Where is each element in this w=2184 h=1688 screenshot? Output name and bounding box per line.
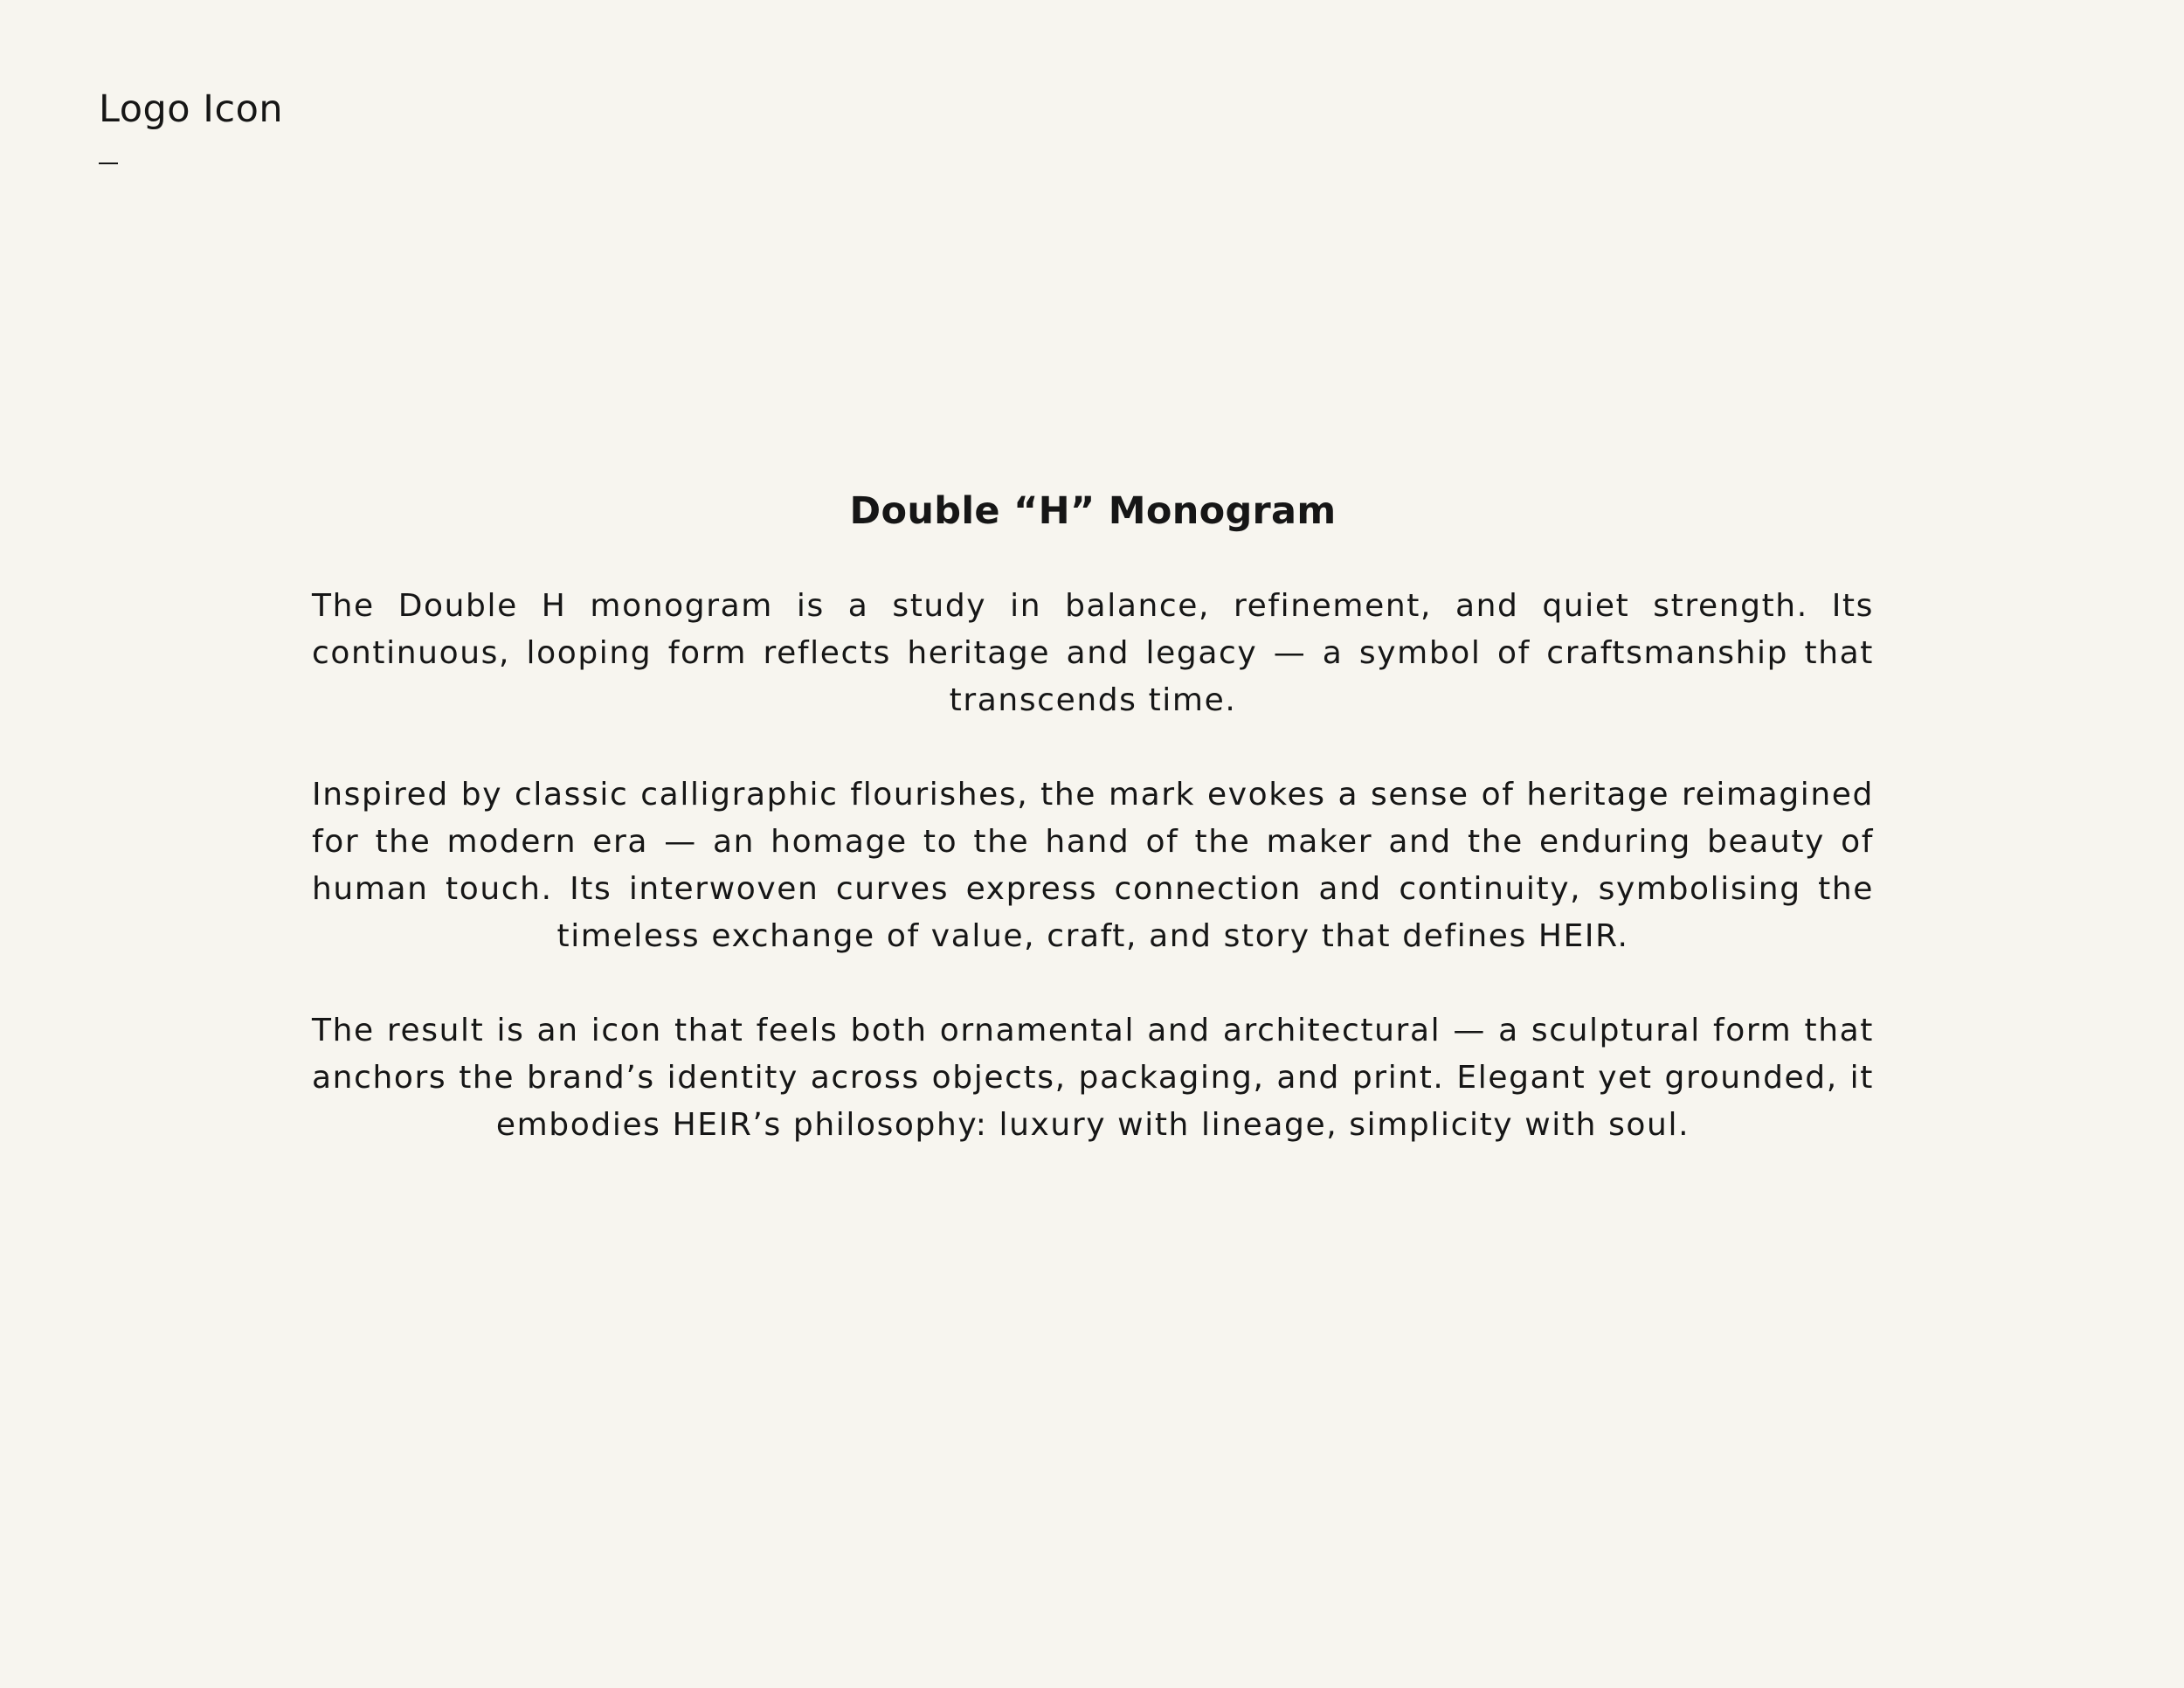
- page-header: [99, 87, 283, 164]
- body-paragraph-1: The Double H monogram is a study in balance, refinement, and quiet strength. Its continuous, looping form reflects heritage and legacy — a symbol of craftsmanship that transcends time.: [312, 587, 1874, 718]
- section-label: Logo Icon: [99, 87, 284, 131]
- page-title: Double “H” Monogram: [849, 489, 1337, 533]
- section-label-underline: [99, 163, 118, 164]
- body-paragraph-3: The result is an icon that feels both ornamental and architectural — a sculptural form that anchors the brand’s identity across objects, packaging, and print. Elegant yet grounded, it embodies HEIR’s philosophy: luxury with lineage, simplicity with soul.: [312, 1012, 1874, 1143]
- body-paragraph-2: Inspired by classic calligraphic flourishes, the mark evokes a sense of heritage reimagined for the modern era — an homage to the hand of the maker and the enduring beauty of human touch. Its interwoven curves express connection and continuity, symbolising the timeless exchange of value, craft, and story that defines HEIR.: [312, 776, 1874, 954]
- main-content: [312, 489, 1874, 1196]
